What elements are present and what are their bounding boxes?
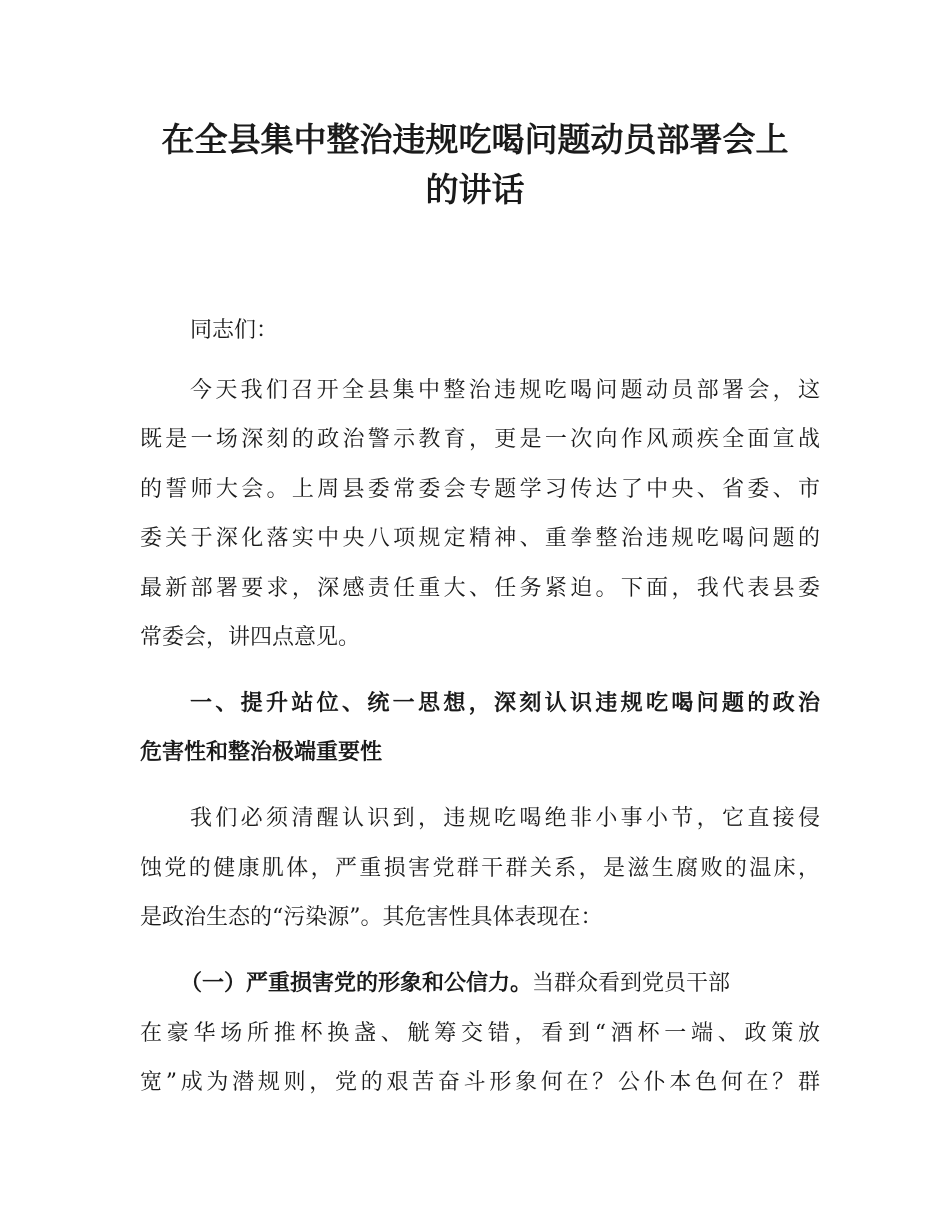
sub-para-1-line-2: 在豪华场所推杯换盏、觥筹交错，看到“酒杯一端、政策放 (140, 1021, 820, 1046)
intro-line-5: 最新部署要求，深感责任重大、任务紧迫。下面，我代表县委 (140, 576, 820, 601)
intro-line-1: 今天我们召开全县集中整治违规吃喝问题动员部署会，这 (190, 378, 820, 403)
salutation: 同志们： (190, 318, 279, 343)
sub-para-1-start: 当群众看到党员干部 (532, 971, 731, 996)
heading-1-line-2: 危害性和整治极端重要性 (140, 740, 383, 765)
sub-heading-1: （一）严重损害党的形象和公信力。 (180, 971, 533, 996)
intro-line-3: 的誓师大会。上周县委常委会专题学习传达了中央、省委、市 (140, 477, 820, 502)
document-title-line-2: 的讲话 (425, 170, 525, 209)
sub-section-1-line-1 (180, 966, 820, 1016)
sub-para-1-line-3: 宽”成为潜规则，党的艰苦奋斗形象何在？公仆本色何在？群 (140, 1070, 820, 1095)
intro-line-6: 常委会，讲四点意见。 (140, 625, 361, 650)
heading-1-line-1: 一、提升站位、统一思想，深刻认识违规吃喝问题的政治 (190, 691, 820, 716)
intro-line-2: 既是一场深刻的政治警示教育，更是一次向作风顽疾全面宣战 (140, 427, 820, 452)
document-title-line-1: 在全县集中整治违规吃喝问题动员部署会上 (161, 120, 789, 159)
para-2-line-2: 蚀党的健康肌体，严重损害党群干群关系，是滋生腐败的温床， (140, 856, 820, 881)
para-2-line-3: 是政治生态的“污染源”。其危害性具体表现在： (140, 905, 603, 930)
para-2-line-1: 我们必须清醒认识到，违规吃喝绝非小事小节，它直接侵 (190, 806, 820, 831)
intro-line-4: 委关于深化落实中央八项规定精神、重拳整治违规吃喝问题的 (140, 526, 820, 551)
